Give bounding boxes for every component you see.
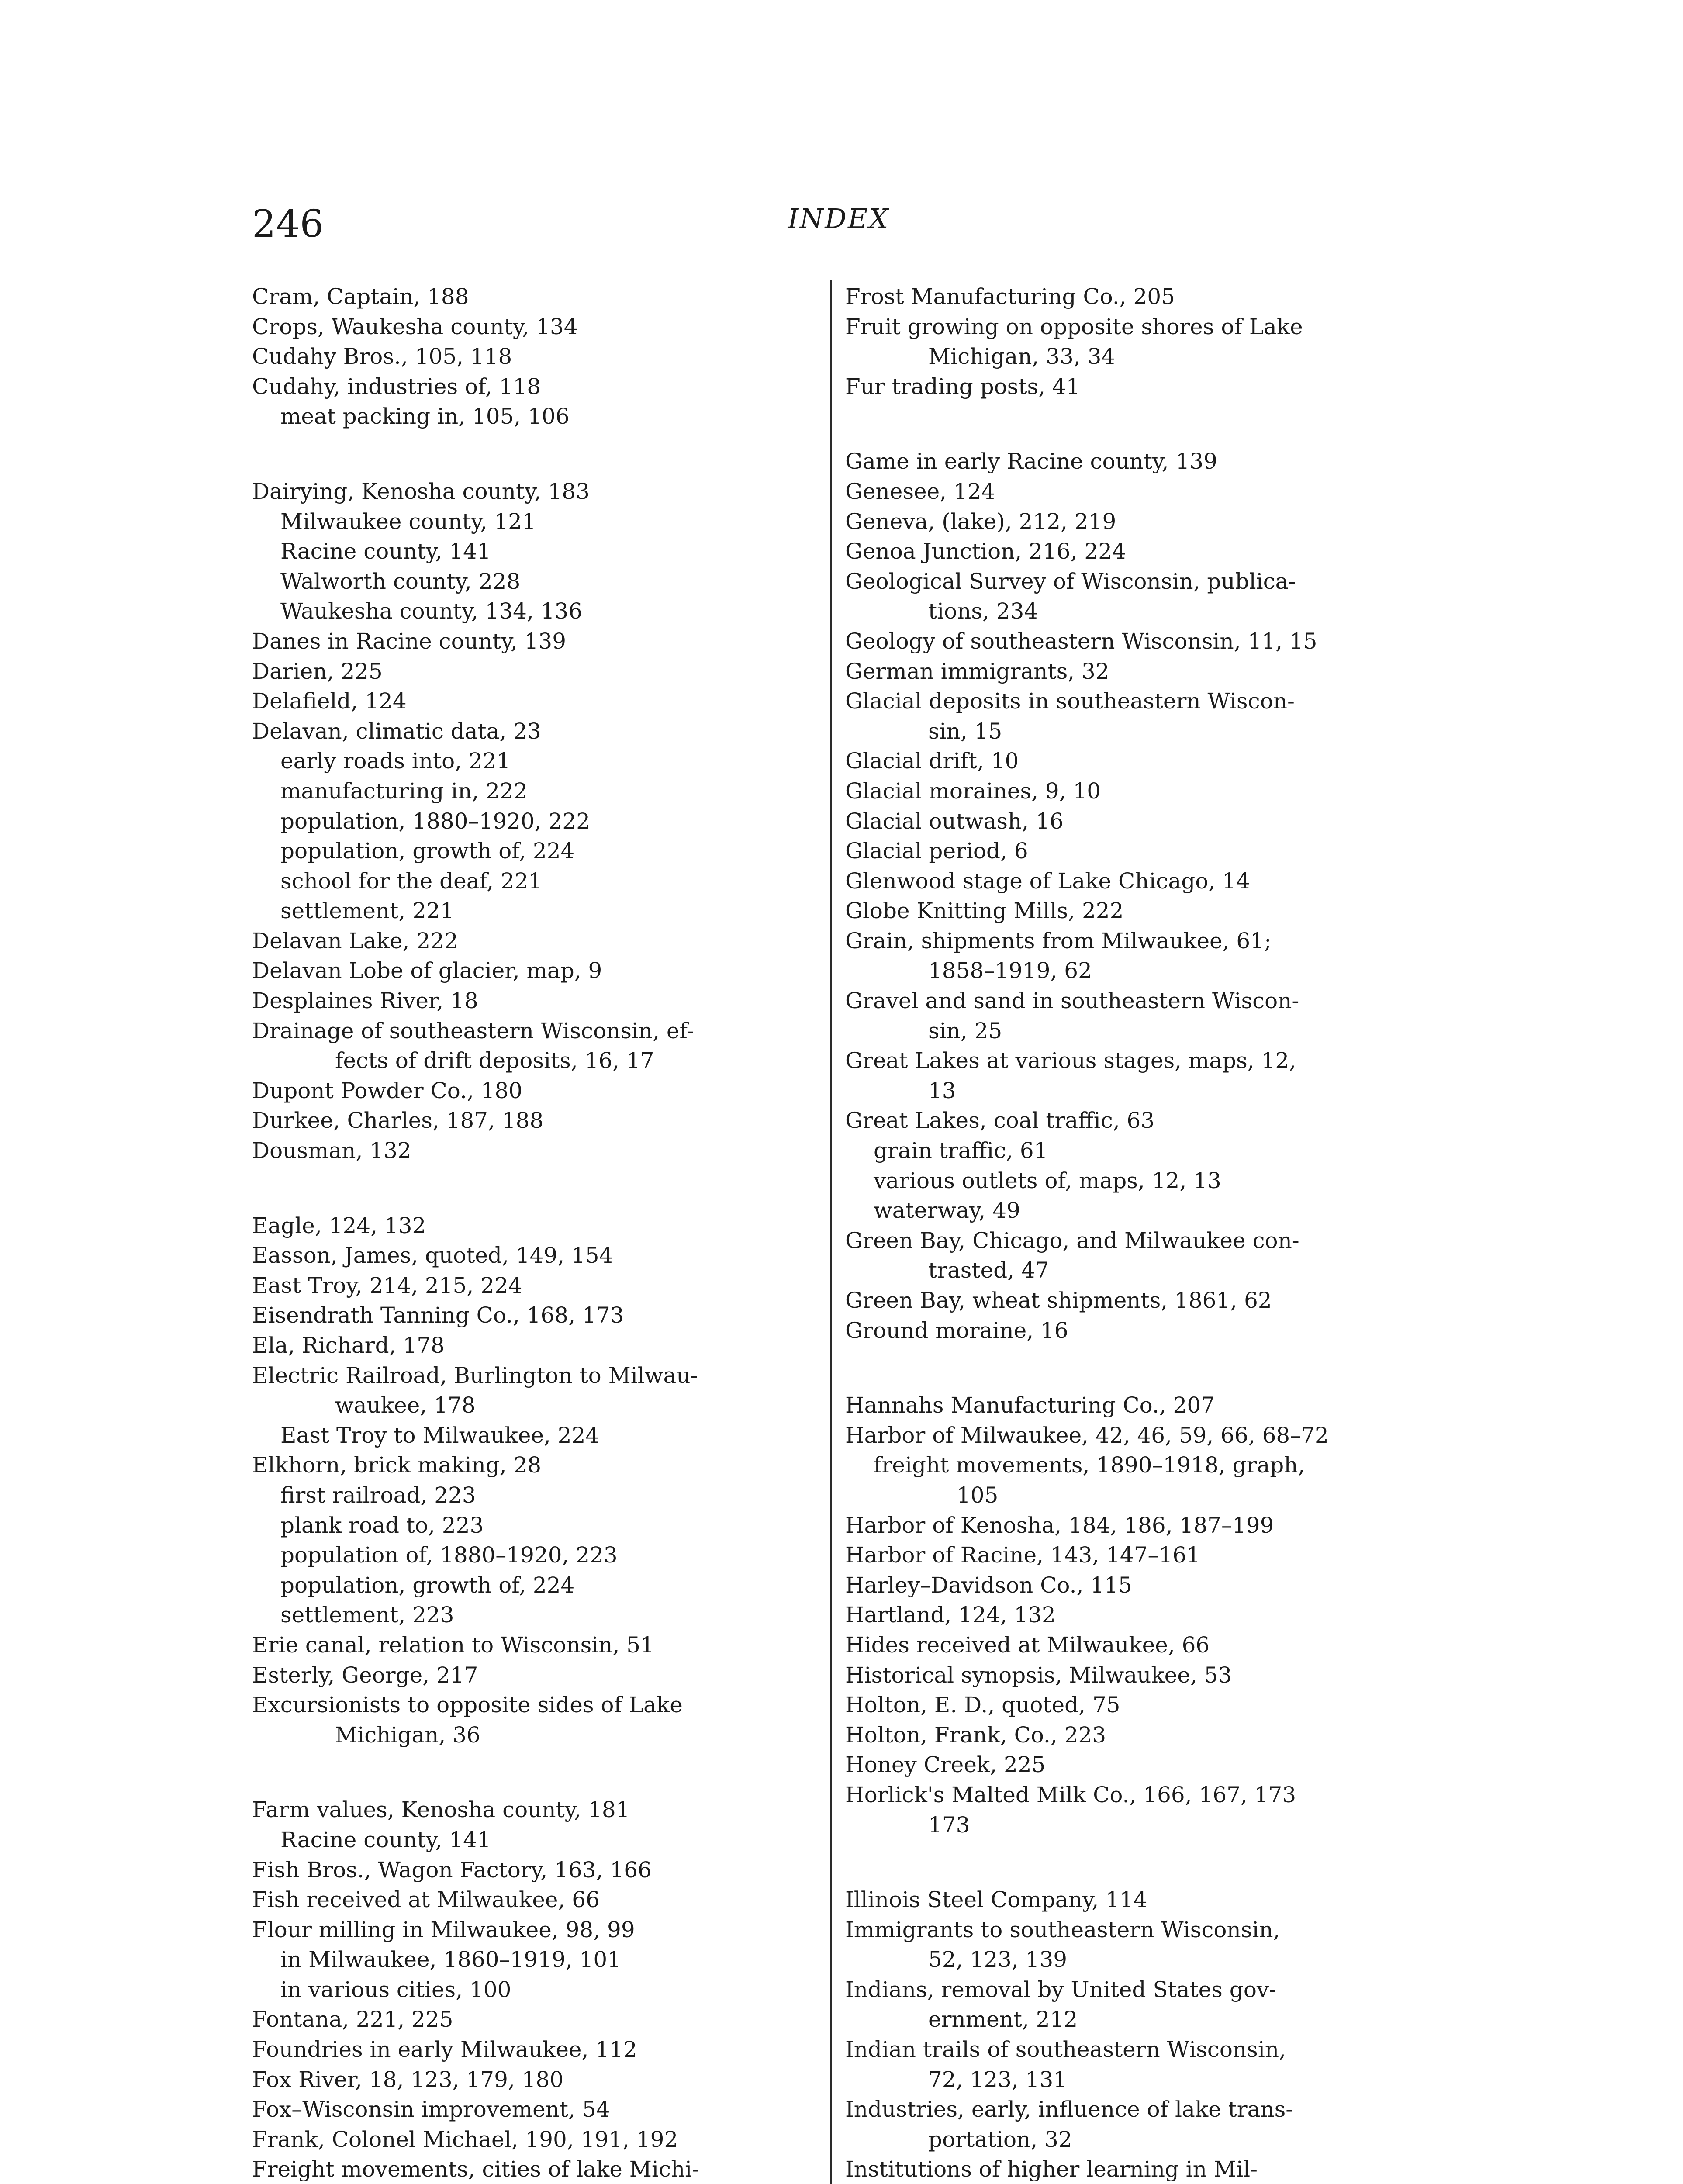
running-head: INDEX — [788, 203, 890, 235]
index-entry — [845, 477, 1413, 507]
page-number: 246 — [252, 202, 324, 246]
index-entry-text: Foundries in early Milwaukee, 112 — [252, 2037, 637, 2063]
index-entry — [252, 1241, 820, 1271]
index-subentry — [252, 1540, 820, 1570]
index-entry-text: Dousman, 132 — [252, 1138, 411, 1164]
index-entry-text: Historical synopsis, Milwaukee, 53 — [845, 1662, 1232, 1688]
index-entry-text: Delavan Lake, 222 — [252, 928, 458, 954]
index-entry — [845, 446, 1413, 477]
index-entry — [252, 657, 820, 687]
index-entry-text: Glacial deposits in southeastern Wiscon- — [845, 688, 1295, 714]
index-entry-text: Hides received at Milwaukee, 66 — [845, 1632, 1210, 1658]
index-entry-text: Geological Survey of Wisconsin, publica- — [845, 568, 1296, 594]
index-entry-text: Dairying, Kenosha county, 183 — [252, 478, 590, 504]
index-entry-text: population, growth of, 224 — [280, 838, 575, 864]
index-entry-continuation: trasted, 47 — [928, 1258, 1049, 1283]
index-entry — [845, 2035, 1413, 2094]
index-entry — [252, 2154, 820, 2184]
index-entry-text: Hartland, 124, 132 — [845, 1602, 1056, 1628]
index-entry-continuation: portation, 32 — [928, 2126, 1072, 2152]
index-entry-continuation: 173 — [928, 1812, 970, 1838]
index-subentry — [252, 776, 820, 806]
index-entry-text: Durkee, Charles, 187, 188 — [252, 1108, 544, 1133]
index-entry-continuation: Michigan, 36 — [335, 1722, 480, 1748]
index-entry-text: in Milwaukee, 1860–1919, 101 — [280, 1947, 622, 1973]
index-entry-text: Industries, early, influence of lake trans- — [845, 2097, 1293, 2122]
index-entry-text: Walworth county, 228 — [280, 568, 521, 594]
index-entry-text: Indians, removal by United States gov- — [845, 1977, 1277, 2002]
index-entry — [252, 1076, 820, 1106]
index-entry-text: Elkhorn, brick making, 28 — [252, 1452, 542, 1478]
index-entry-text: Flour milling in Milwaukee, 98, 99 — [252, 1917, 635, 1942]
index-entry-text: Delavan, climatic data, 23 — [252, 718, 541, 744]
index-subentry — [252, 1600, 820, 1630]
index-entry-text: Fox–Wisconsin improvement, 54 — [252, 2097, 610, 2122]
index-entry-text: Genesee, 124 — [845, 478, 995, 504]
index-entry-text: Excursionists to opposite sides of Lake — [252, 1692, 683, 1718]
index-entry — [252, 1690, 820, 1750]
index-entry-continuation: 105 — [957, 1482, 999, 1508]
index-entry-text: Delavan Lobe of glacier, map, 9 — [252, 958, 602, 984]
index-entry-text: Immigrants to southeastern Wisconsin, — [845, 1917, 1280, 1942]
index-entry — [252, 686, 820, 716]
index-entry-text: Danes in Racine county, 139 — [252, 628, 567, 654]
index-entry — [252, 1855, 820, 1885]
index-subentry — [845, 1450, 1413, 1510]
index-entry — [845, 926, 1413, 986]
index-entry — [845, 1316, 1413, 1346]
index-entry-continuation: ernment, 212 — [928, 2007, 1078, 2032]
index-entry-text: Grain, shipments from Milwaukee, 61; — [845, 928, 1272, 954]
index-entry — [845, 866, 1413, 896]
index-entry-text: Racine county, 141 — [280, 1827, 491, 1852]
index-entry-text: Fur trading posts, 41 — [845, 373, 1080, 399]
index-entry — [845, 1720, 1413, 1750]
index-subentry — [252, 1975, 820, 2005]
index-subentry — [252, 1420, 820, 1451]
index-entry-text: East Troy, 214, 215, 224 — [252, 1272, 522, 1298]
index-entry-text: Milwaukee county, 121 — [280, 508, 536, 534]
index-subentry — [252, 596, 820, 626]
index-entry-text: Indian trails of southeastern Wisconsin, — [845, 2037, 1286, 2063]
index-entry — [845, 1975, 1413, 2035]
index-entry — [252, 2094, 820, 2125]
index-entry — [252, 1300, 820, 1330]
index-entry-text: Geology of southeastern Wisconsin, 11, 15 — [845, 628, 1317, 654]
index-entry-text: Electric Railroad, Burlington to Milwau- — [252, 1362, 698, 1388]
index-entry-text: Gravel and sand in southeastern Wiscon- — [845, 988, 1299, 1014]
index-entry — [252, 1795, 820, 1825]
index-entry-text: Illinois Steel Company, 114 — [845, 1887, 1147, 1913]
index-entry — [845, 507, 1413, 537]
index-subentry — [845, 1136, 1413, 1166]
index-entry — [252, 956, 820, 986]
index-entry-text: Great Lakes at various stages, maps, 12, — [845, 1048, 1296, 1074]
index-entry-text: Harley–Davidson Co., 115 — [845, 1572, 1132, 1598]
index-entry-text: Racine county, 141 — [280, 539, 491, 564]
index-entry-text: meat packing in, 105, 106 — [280, 404, 570, 429]
index-entry-text: Harbor of Milwaukee, 42, 46, 59, 66, 68–72 — [845, 1422, 1329, 1448]
letter-section-gap — [252, 1750, 820, 1795]
index-entry-continuation: fects of drift deposits, 16, 17 — [335, 1048, 654, 1074]
index-entry-text: German immigrants, 32 — [845, 658, 1109, 684]
index-entry-text: Genoa Junction, 216, 224 — [845, 539, 1126, 564]
index-entry-text: manufacturing in, 222 — [280, 778, 528, 804]
index-entry-text: Esterly, George, 217 — [252, 1662, 478, 1688]
index-entry-text: various outlets of, maps, 12, 13 — [874, 1168, 1221, 1193]
index-entry — [252, 2004, 820, 2035]
index-entry-text: settlement, 223 — [280, 1602, 454, 1628]
index-entry-text: population, growth of, 224 — [280, 1572, 575, 1598]
index-entry-continuation: 13 — [928, 1078, 956, 1103]
letter-section-gap — [845, 401, 1413, 446]
index-entry — [845, 1690, 1413, 1720]
index-entry — [252, 926, 820, 956]
index-entry — [845, 536, 1413, 567]
index-subentry — [252, 1510, 820, 1541]
index-subentry — [252, 746, 820, 776]
index-entry — [845, 1420, 1413, 1451]
index-entry-text: Harbor of Racine, 143, 147–161 — [845, 1542, 1200, 1568]
index-entry — [845, 2154, 1413, 2184]
letter-section-gap — [845, 1840, 1413, 1885]
index-subentry — [845, 1196, 1413, 1226]
letter-section-gap — [845, 1345, 1413, 1390]
index-entry — [845, 1750, 1413, 1780]
index-entry — [252, 342, 820, 372]
index-entry-text: first railroad, 223 — [280, 1482, 476, 1508]
index-entry-text: Glacial drift, 10 — [845, 748, 1019, 774]
index-entry-text: Fox River, 18, 123, 179, 180 — [252, 2067, 564, 2092]
index-entry — [845, 1600, 1413, 1630]
index-entry-text: Ground moraine, 16 — [845, 1317, 1068, 1343]
column-divider — [830, 280, 832, 2184]
letter-section-gap — [252, 432, 820, 477]
index-entry-text: population of, 1880–1920, 223 — [280, 1542, 618, 1568]
index-entry-text: Drainage of southeastern Wisconsin, ef- — [252, 1018, 695, 1044]
index-entry-text: Frank, Colonel Michael, 190, 191, 192 — [252, 2126, 678, 2152]
index-entry-continuation: 52, 123, 139 — [928, 1947, 1068, 1973]
index-entry-continuation: 1858–1919, 62 — [928, 958, 1092, 984]
index-entry-text: Fruit growing on opposite shores of Lake — [845, 314, 1303, 339]
index-entry-text: Freight movements, cities of lake Michi- — [252, 2156, 700, 2182]
index-subentry — [252, 1825, 820, 1855]
index-entry-continuation: waukee, 178 — [335, 1393, 476, 1418]
index-entry — [845, 686, 1413, 746]
index-entry — [845, 1630, 1413, 1660]
index-entry — [252, 2035, 820, 2065]
index-entry — [252, 1016, 820, 1076]
index-entry-text: Geneva, (lake), 212, 219 — [845, 508, 1116, 534]
index-entry-text: Honey Creek, 225 — [845, 1752, 1046, 1778]
index-entry-text: Delafield, 124 — [252, 688, 407, 714]
index-column-right — [845, 282, 1413, 2184]
index-entry-text: Globe Knitting Mills, 222 — [845, 898, 1124, 924]
index-entry — [845, 1780, 1413, 1840]
index-subentry — [252, 1945, 820, 1975]
index-entry — [845, 282, 1413, 312]
index-entry — [252, 1271, 820, 1301]
index-entry-text: school for the deaf, 221 — [280, 868, 543, 894]
index-entry-text: Dupont Powder Co., 180 — [252, 1078, 523, 1103]
index-entry-text: Institutions of higher learning in Mil- — [845, 2156, 1258, 2182]
index-entry-text: Crops, Waukesha county, 134 — [252, 314, 578, 339]
index-entry — [252, 1660, 820, 1690]
index-entry-continuation: Michigan, 33, 34 — [928, 344, 1116, 370]
index-entry — [845, 1390, 1413, 1420]
index-subentry — [252, 806, 820, 836]
index-entry — [845, 986, 1413, 1046]
index-subentry — [252, 836, 820, 866]
index-entry-continuation: sin, 15 — [928, 718, 1002, 744]
index-entry-text: Cudahy Bros., 105, 118 — [252, 344, 512, 370]
index-entry-text: Fontana, 221, 225 — [252, 2007, 453, 2032]
index-entry-text: Frost Manufacturing Co., 205 — [845, 284, 1175, 309]
index-entry-text: East Troy to Milwaukee, 224 — [280, 1422, 600, 1448]
index-entry-text: Fish received at Milwaukee, 66 — [252, 1887, 600, 1913]
index-entry-text: Green Bay, wheat shipments, 1861, 62 — [845, 1288, 1272, 1313]
index-entry — [252, 1330, 820, 1361]
index-entry — [252, 1450, 820, 1480]
index-entry — [845, 1570, 1413, 1600]
index-entry-text: Farm values, Kenosha county, 181 — [252, 1797, 630, 1823]
index-entry — [845, 836, 1413, 866]
index-subentry — [252, 567, 820, 597]
index-entry — [845, 1286, 1413, 1316]
index-entry-text: Holton, Frank, Co., 223 — [845, 1722, 1106, 1748]
index-entry — [845, 567, 1413, 626]
index-entry — [252, 477, 820, 507]
index-entry — [845, 1885, 1413, 1915]
index-entry-text: Fish Bros., Wagon Factory, 163, 166 — [252, 1857, 652, 1883]
index-subentry — [845, 1166, 1413, 1196]
index-entry-text: in various cities, 100 — [280, 1977, 511, 2002]
index-entry-text: Eagle, 124, 132 — [252, 1213, 426, 1238]
index-subentry — [252, 507, 820, 537]
index-entry — [252, 372, 820, 402]
index-entry-text: settlement, 221 — [280, 898, 454, 924]
index-entry-text: Darien, 225 — [252, 658, 383, 684]
index-entry-text: Great Lakes, coal traffic, 63 — [845, 1108, 1155, 1133]
index-entry — [845, 806, 1413, 836]
index-entry — [845, 776, 1413, 806]
index-entry-text: Harbor of Kenosha, 184, 186, 187–199 — [845, 1512, 1274, 1538]
index-entry-continuation: 72, 123, 131 — [928, 2067, 1068, 2092]
letter-section-gap — [252, 1166, 820, 1211]
index-subentry — [252, 1480, 820, 1510]
index-entry — [252, 1885, 820, 1915]
index-entry — [252, 986, 820, 1016]
index-entry — [845, 746, 1413, 776]
index-subentry — [252, 536, 820, 567]
index-entry — [252, 1361, 820, 1420]
index-entry — [845, 626, 1413, 657]
index-subentry — [252, 401, 820, 432]
index-entry-continuation: tions, 234 — [928, 598, 1038, 624]
index-entry-text: Waukesha county, 134, 136 — [280, 598, 583, 624]
index-entry — [845, 1046, 1413, 1106]
index-entry-text: Hannahs Manufacturing Co., 207 — [845, 1393, 1215, 1418]
index-entry — [845, 1660, 1413, 1690]
index-subentry — [252, 896, 820, 926]
index-entry-text: early roads into, 221 — [280, 748, 511, 774]
index-entry-text: freight movements, 1890–1918, graph, — [874, 1452, 1305, 1478]
index-entry — [252, 626, 820, 657]
index-subentry — [252, 866, 820, 896]
index-entry-text: Easson, James, quoted, 149, 154 — [252, 1243, 613, 1268]
index-entry — [252, 1211, 820, 1241]
index-entry — [252, 1136, 820, 1166]
index-entry-text: plank road to, 223 — [280, 1512, 484, 1538]
index-entry — [845, 2094, 1413, 2154]
index-entry — [845, 1540, 1413, 1570]
index-entry-text: Eisendrath Tanning Co., 168, 173 — [252, 1303, 624, 1328]
index-entry — [252, 282, 820, 312]
index-entry — [845, 1226, 1413, 1286]
index-entry-text: grain traffic, 61 — [874, 1138, 1048, 1164]
index-entry — [252, 1915, 820, 1945]
index-entry — [845, 657, 1413, 687]
index-entry-text: Glacial period, 6 — [845, 838, 1028, 864]
index-entry-text: Glacial moraines, 9, 10 — [845, 778, 1101, 804]
index-subentry — [252, 1570, 820, 1600]
index-entry — [252, 2125, 820, 2155]
index-entry-text: Erie canal, relation to Wisconsin, 51 — [252, 1632, 654, 1658]
index-entry — [252, 716, 820, 746]
index-entry-continuation: sin, 25 — [928, 1018, 1002, 1044]
index-entry-text: population, 1880–1920, 222 — [280, 808, 591, 834]
index-entry-text: Cudahy, industries of, 118 — [252, 373, 541, 399]
index-entry — [252, 2065, 820, 2095]
index-entry — [845, 1510, 1413, 1541]
index-entry — [845, 1915, 1413, 1975]
index-entry-text: waterway, 49 — [874, 1198, 1020, 1223]
index-entry-text: Green Bay, Chicago, and Milwaukee con- — [845, 1227, 1299, 1253]
index-entry — [845, 312, 1413, 372]
index-entry-text: Desplaines River, 18 — [252, 988, 478, 1014]
index-entry-text: Cram, Captain, 188 — [252, 284, 469, 309]
index-entry-text: Horlick's Malted Milk Co., 166, 167, 173 — [845, 1782, 1296, 1807]
index-entry-text: Glenwood stage of Lake Chicago, 14 — [845, 868, 1250, 894]
index-entry — [845, 372, 1413, 402]
index-entry — [252, 312, 820, 342]
index-entry — [845, 1106, 1413, 1136]
index-entry — [252, 1106, 820, 1136]
index-entry-text: Ela, Richard, 178 — [252, 1333, 445, 1358]
index-entry-text: Glacial outwash, 16 — [845, 808, 1064, 834]
index-column-left — [252, 282, 820, 2184]
index-entry-text: Holton, E. D., quoted, 75 — [845, 1692, 1120, 1718]
index-entry — [845, 896, 1413, 926]
index-entry — [252, 1630, 820, 1660]
index-entry-text: Game in early Racine county, 139 — [845, 449, 1217, 474]
